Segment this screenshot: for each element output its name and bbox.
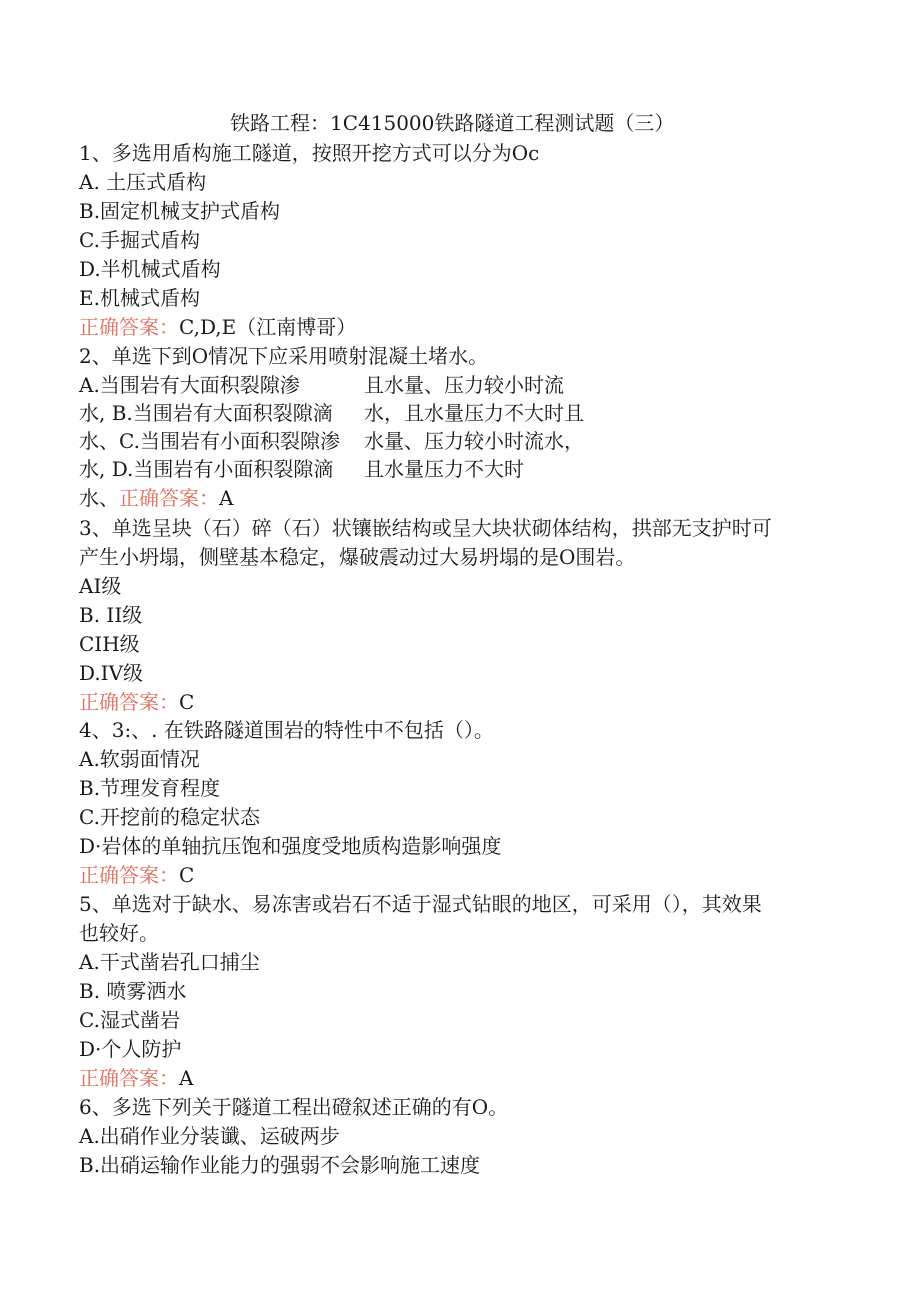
q6-stem: 6、多选下列关于隧道工程出磴叙述正确的有O。: [79, 1095, 509, 1119]
q1-option-c: C.手掘式盾构: [79, 228, 200, 252]
q5-option-a: A.干式凿岩孔口捕尘: [79, 950, 260, 974]
q4-option-c: C.开挖前的稳定状态: [79, 805, 260, 829]
q3-answer-value: C: [179, 690, 195, 714]
document-title: 铁路工程：1C415000铁路隧道工程测试题（三）: [230, 111, 675, 135]
q3-option-d: D.IV级: [79, 661, 144, 685]
q5-answer-value: A: [179, 1066, 194, 1090]
q2-row1-right: 且水量、压力较小时流: [364, 373, 564, 397]
q3-option-a: AI级: [79, 574, 122, 598]
q1-answer-label: 正确答案：: [79, 315, 179, 339]
q4-answer: [79, 861, 194, 889]
q6-option-b: B.出硝运输作业能力的强弱不会影响施工速度: [79, 1153, 481, 1177]
q4-answer-label: 正确答案：: [79, 863, 179, 887]
q5-answer: [79, 1064, 193, 1092]
q4-stem: 4、3:、. 在铁路隧道围岩的特性中不包括（）。: [79, 718, 494, 742]
q2-row3-right: 水量、压力较小时流水，: [364, 429, 584, 453]
q2-answer-label: 正确答案：: [119, 486, 219, 510]
q2-tail: 水、: [79, 486, 119, 510]
q2-row4-right: 且水量压力不大时: [364, 457, 524, 481]
q4-option-d: D·岩体的单轴抗压饱和强度受地质构造影响强度: [79, 834, 502, 858]
q1-option-b: B.固定机械支护式盾构: [79, 199, 281, 223]
q6-option-a: A.出硝作业分装谶、运破两步: [79, 1124, 340, 1148]
q3-stem-line2: 产生小坍塌，侧壁基本稳定，爆破震动过大易坍塌的是O围岩。: [79, 545, 636, 569]
q1-option-e: E.机械式盾构: [79, 286, 200, 310]
q2-row4-left: 水, D.当围岩有小面积裂隙滴: [79, 457, 334, 481]
q1-answer: [79, 313, 356, 341]
q4-option-a: A.软弱面情况: [79, 747, 200, 771]
q3-answer-label: 正确答案：: [79, 690, 179, 714]
q3-option-c: CIH级: [79, 632, 140, 656]
q1-answer-value: C,D,E（江南博哥）: [179, 315, 357, 339]
q5-answer-label: 正确答案：: [79, 1066, 179, 1090]
q2-answer-value: A: [219, 486, 234, 510]
q4-option-b: B.节理发育程度: [79, 776, 221, 800]
q5-option-b: B. 喷雾洒水: [79, 979, 187, 1003]
q5-option-d: D·个人防护: [79, 1037, 182, 1061]
q2-answer: [79, 484, 233, 512]
q3-option-b: B. II级: [79, 603, 143, 627]
q1-option-a: A. 土压式盾构: [79, 170, 207, 194]
q3-answer: [79, 688, 194, 716]
q2-row1-left: A.当围岩有大面积裂隙渗: [79, 373, 300, 397]
q2-stem: 2、单选下到O情况下应采用喷射混凝土堵水。: [79, 344, 489, 368]
q3-stem-line1: 3、单选呈块（石）碎（石）状镶嵌结构或呈大块状砌体结构，拱部无支护时可: [79, 516, 772, 540]
q5-option-c: C.湿式凿岩: [79, 1008, 180, 1032]
q4-answer-value: C: [179, 863, 195, 887]
q2-row3-left: 水、C.当围岩有小面积裂隙渗: [79, 429, 340, 453]
q2-row2-left: 水, B.当围岩有大面积裂隙滴: [79, 401, 333, 425]
q2-row2-right: 水，且水量压力不大时且: [364, 401, 584, 425]
q5-stem-line1: 5、单选对于缺水、易冻害或岩石不适于湿式钻眼的地区，可采用（），其效果: [79, 892, 762, 916]
q1-option-d: D.半机械式盾构: [79, 257, 221, 281]
q5-stem-line2: 也较好。: [79, 921, 159, 945]
q1-stem: 1、多选用盾构施工隧道，按照开挖方式可以分为Oc: [79, 141, 540, 165]
